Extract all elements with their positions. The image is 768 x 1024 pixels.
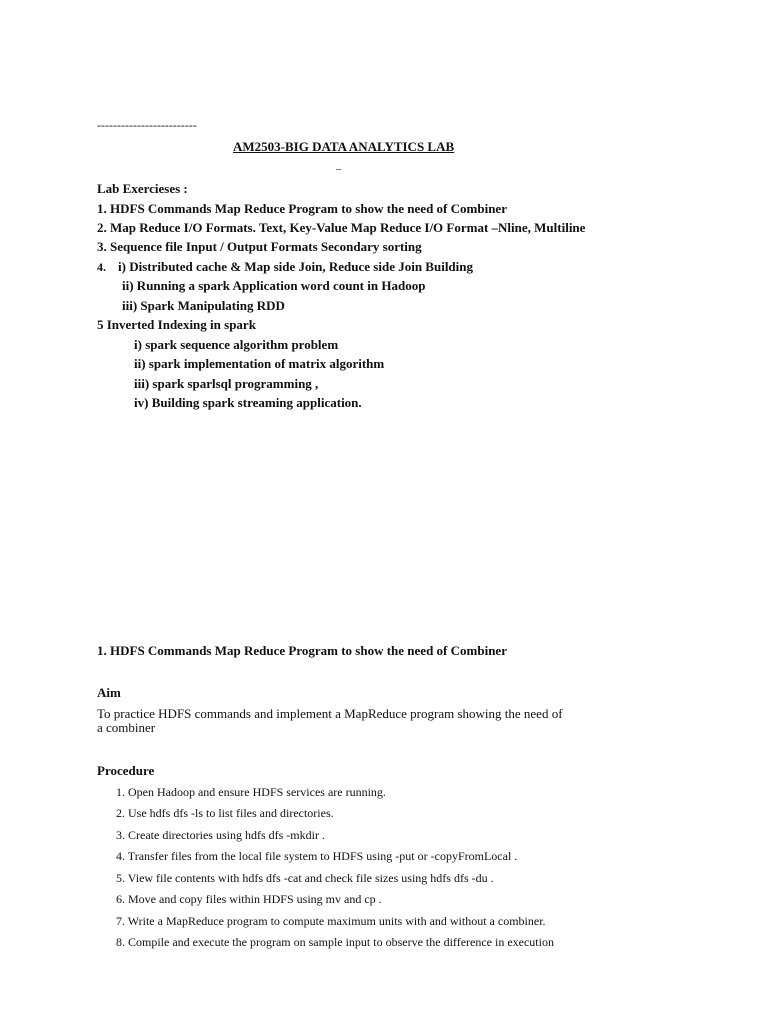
lab-item-4-sub-3: iii) Spark Manipulating RDD [122,298,285,313]
section-title: 1. HDFS Commands Map Reduce Program to show the need of Combiner [97,643,507,658]
aim-heading: Aim [97,685,121,700]
procedure-step: 5. View file contents with hdfs dfs -cat and check file sizes using hdfs dfs -du . [116,871,494,885]
procedure-step: 1. Open Hadoop and ensure HDFS services are running. [116,785,386,799]
aim-text: To practice HDFS commands and implement a MapReduce program showing the need of a combiner [97,706,563,735]
procedure-step: 2. Use hdfs dfs -ls to list files and directories. [116,806,334,820]
lab-item-4-number: 4. [97,260,106,274]
lab-item-5: 5 Inverted Indexing in spark [97,317,256,332]
lab-item-4-sub-2: ii) Running a spark Application word count in Hadoop [122,278,426,293]
header-rule: ------------------------- [97,118,197,132]
procedure-heading: Procedure [97,763,155,778]
procedure-step: 3. Create directories using hdfs dfs -mkdir . [116,828,325,842]
document-title: AM2503-BIG DATA ANALYTICS LAB [233,139,455,154]
procedure-step: 8. Compile and execute the program on sample input to observe the difference in execution [116,935,554,949]
lab-heading: Lab Exercieses : [97,181,188,196]
procedure-step: 4. Transfer files from the local file system to HDFS using -put or -copyFromLocal . [116,849,518,863]
lab-item-2: 2. Map Reduce I/O Formats. Text, Key-Value Map Reduce I/O Format –Nline, Multiline [97,220,586,235]
procedure-step: 6. Move and copy files within HDFS using mv and cp . [116,892,382,906]
lab-item-4-sub-1: i) Distributed cache & Map side Join, Reduce side Join Building [118,259,473,274]
lab-item-1: 1. HDFS Commands Map Reduce Program to show the need of Combiner [97,201,507,216]
procedure-step: 7. Write a MapReduce program to compute maximum units with and without a combiner. [116,914,546,928]
lab-item-5-sub-2: ii) spark implementation of matrix algorithm [134,356,385,371]
lab-item-3: 3. Sequence file Input / Output Formats Secondary sorting [97,239,422,254]
lab-item-5-sub-3: iii) spark sparlsql programming , [134,376,319,391]
underscore-mark: _ [336,160,341,171]
lab-item-5-sub-1: i) spark sequence algorithm problem [134,337,339,352]
lab-item-5-sub-4: iv) Building spark streaming application. [134,395,362,410]
